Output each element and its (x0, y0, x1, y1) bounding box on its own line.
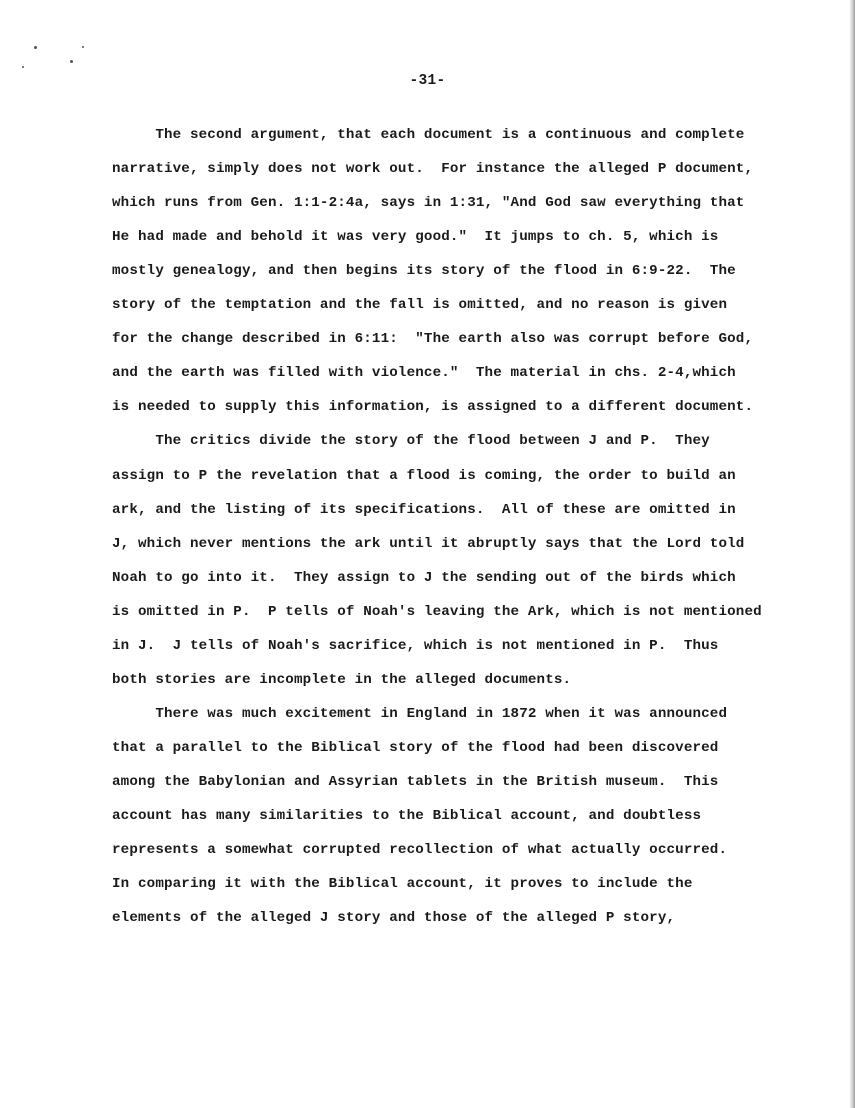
text-line: that a parallel to the Biblical story of the flood had been discovered (112, 739, 719, 756)
text-line: mostly genealogy, and then begins its story of the flood in 6:9-22. The (112, 263, 736, 280)
text-line: and the earth was filled with violence." The material in chs. 2-4,which (112, 365, 736, 382)
text-line: narrative, simply does not work out. For instance the alleged P document, (112, 161, 754, 178)
page-edge-shadow (849, 0, 855, 1108)
text-line: in J. J tells of Noah's sacrifice, which is not mentioned in P. Thus (112, 637, 719, 654)
scan-speck (82, 46, 84, 48)
text-line: story of the temptation and the fall is omitted, and no reason is given (112, 297, 728, 314)
text-line: is omitted in P. P tells of Noah's leaving the Ark, which is not mentioned (112, 603, 762, 620)
scan-speck (70, 60, 73, 63)
text-line: is needed to supply this information, is assigned to a different document. (112, 399, 754, 416)
text-line: There was much excitement in England in 1872 when it was announced (112, 705, 728, 722)
scan-speck (22, 66, 24, 68)
text-line: The second argument, that each document is a continuous and complete (112, 127, 745, 143)
page-number: -31- (409, 73, 446, 89)
text-line: In comparing it with the Biblical account, it proves to include the (112, 876, 693, 893)
text-line: for the change described in 6:11: "The earth also was corrupt before God, (112, 331, 754, 348)
text-line: J, which never mentions the ark until it abruptly says that the Lord told (112, 535, 745, 552)
text-line: which runs from Gen. 1:1-2:4a, says in 1:31, "And God saw everything that (112, 195, 745, 212)
text-line: ark, and the listing of its specifications. All of these are omitted in (112, 501, 736, 518)
text-line: represents a somewhat corrupted recollection of what actually occurred. (112, 842, 728, 859)
text-line: among the Babylonian and Assyrian tablets in the British museum. This (112, 773, 719, 790)
text-line: account has many similarities to the Biblical account, and doubtless (112, 808, 702, 824)
text-line: assign to P the revelation that a flood is coming, the order to build an (112, 467, 736, 484)
text-line: elements of the alleged J story and those of the alleged P story, (112, 910, 676, 927)
text-line: The critics divide the story of the flood between J and P. They (112, 433, 710, 450)
text-line: both stories are incomplete in the alleged documents. (112, 671, 572, 688)
scan-speck (34, 46, 37, 49)
text-line: He had made and behold it was very good." It jumps to ch. 5, which is (112, 229, 719, 246)
text-line: Noah to go into it. They assign to J the sending out of the birds which (112, 569, 736, 586)
